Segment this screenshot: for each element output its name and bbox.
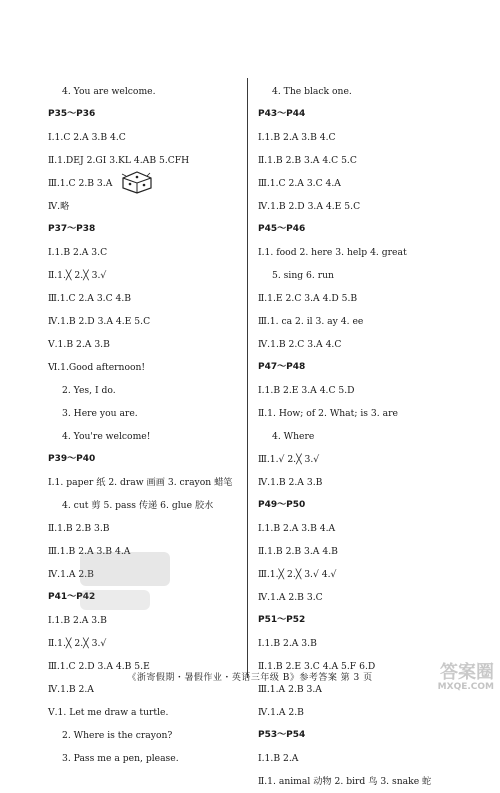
answer-line: Ⅰ.1. food 2. here 3. help 4. great xyxy=(258,247,407,258)
answer-line: Ⅱ.1. animal 动物 2. bird 鸟 3. snake 蛇 xyxy=(258,776,432,787)
answer-line: 2. Yes, I do. xyxy=(62,385,116,396)
site-watermark xyxy=(414,664,494,696)
answer-line: 3. Here you are. xyxy=(62,408,138,419)
smudge-mark xyxy=(80,552,170,586)
page-range-heading: P37～P38 xyxy=(48,224,96,234)
answer-line: Ⅰ.1.B 2.A 3.B xyxy=(48,615,107,626)
answer-line: Ⅱ.1.DEJ 2.GI 3.KL 4.AB 5.CFH xyxy=(48,155,190,166)
answer-line: Ⅱ.1.B 2.B 3.A 4.C 5.C xyxy=(258,155,357,166)
answer-line: Ⅰ.1.B 2.A 3.B 4.A xyxy=(258,523,336,534)
page-footer: 《浙寄假期・暑假作业・英语三年级 B》参考答案 第 3 页 xyxy=(127,673,373,683)
answer-line: 3. Pass me a pen, please. xyxy=(62,753,179,764)
smudge-mark xyxy=(80,590,150,610)
answer-line: Ⅲ.1.B 2.A 3.B 4.A xyxy=(48,546,131,557)
answer-line: Ⅰ.1.B 2.A 3.C xyxy=(48,247,108,258)
page-range-heading: P47～P48 xyxy=(258,362,306,372)
answer-line: Ⅰ.1.B 2.A xyxy=(258,753,299,764)
answer-line: Ⅲ.1. ca 2. il 3. ay 4. ee xyxy=(258,316,364,327)
answer-line: Ⅱ.1.B 2.E 3.C 4.A 5.F 6.D xyxy=(258,661,376,672)
answer-line: Ⅲ.1.√ 2.╳ 3.√ xyxy=(258,454,320,465)
page-range-heading: P53～P54 xyxy=(258,730,306,740)
answer-line: Ⅰ.1. paper 纸 2. draw 画画 3. crayon 蜡笔 xyxy=(48,477,233,488)
watermark-url: MXQE.COM xyxy=(437,682,494,692)
answer-line: Ⅳ.1.A 2.B xyxy=(48,569,94,580)
page-range-heading: P45～P46 xyxy=(258,224,306,234)
page-range-heading: P35～P36 xyxy=(48,109,96,119)
answer-line: Ⅰ.1.C 2.A 3.B 4.C xyxy=(48,132,126,143)
answer-line: Ⅱ.1.B 2.B 3.B xyxy=(48,523,110,534)
answer-line: Ⅳ.1.B 2.C 3.A 4.C xyxy=(258,339,342,350)
answer-line: Ⅳ.1.A 2.B xyxy=(258,707,304,718)
answer-line: 4. The black one. xyxy=(272,86,352,97)
watermark-logo: 答案圈 xyxy=(440,662,494,683)
answer-line: Ⅱ.1.╳ 2.╳ 3.√ xyxy=(48,638,107,649)
dice-doodle-icon xyxy=(120,170,154,194)
answer-line: Ⅲ.1.A 2.B 3.A xyxy=(258,684,322,695)
answer-line: Ⅳ.1.B 2.A 3.B xyxy=(258,477,323,488)
answer-line: Ⅱ.1.E 2.C 3.A 4.D 5.B xyxy=(258,293,358,304)
answer-line: Ⅳ.1.A 2.B 3.C xyxy=(258,592,323,603)
answer-line: Ⅴ.1. Let me draw a turtle. xyxy=(48,707,169,718)
answer-line: 4. You are welcome. xyxy=(62,86,156,97)
answer-line: 4. You're welcome! xyxy=(62,431,151,442)
answer-line: 5. sing 6. run xyxy=(272,270,334,281)
answer-line: Ⅱ.1.╳ 2.╳ 3.√ xyxy=(48,270,107,281)
answer-line: Ⅳ.略 xyxy=(48,201,70,212)
answer-line: Ⅱ.1.B 2.B 3.A 4.B xyxy=(258,546,338,557)
answer-line: Ⅲ.1.╳ 2.╳ 3.√ 4.√ xyxy=(258,569,337,580)
answer-line: 4. Where xyxy=(272,431,315,442)
answer-line: Ⅲ.1.C 2.A 3.C 4.B xyxy=(48,293,132,304)
column-divider xyxy=(247,78,248,678)
answer-line: Ⅵ.1.Good afternoon! xyxy=(48,362,146,373)
page-range-heading: P49～P50 xyxy=(258,500,306,510)
page-range-heading: P41～P42 xyxy=(48,592,96,602)
answer-line: Ⅲ.1.C 2.D 3.A 4.B 5.E xyxy=(48,661,150,672)
answer-line: Ⅲ.1.C 2.A 3.C 4.A xyxy=(258,178,341,189)
page-range-heading: P51～P52 xyxy=(258,615,306,625)
answer-line: Ⅳ.1.B 2.D 3.A 4.E 5.C xyxy=(48,316,151,327)
answer-line: Ⅴ.1.B 2.A 3.B xyxy=(48,339,110,350)
page-range-heading: P39～P40 xyxy=(48,454,96,464)
answer-line: 2. Where is the crayon? xyxy=(62,730,173,741)
answer-line: Ⅰ.1.B 2.E 3.A 4.C 5.D xyxy=(258,385,355,396)
answer-line: Ⅰ.1.B 2.A 3.B 4.C xyxy=(258,132,336,143)
answer-line: 4. cut 剪 5. pass 传递 6. glue 胶水 xyxy=(62,500,214,511)
answer-line: Ⅳ.1.B 2.D 3.A 4.E 5.C xyxy=(258,201,361,212)
answer-line: Ⅲ.1.C 2.B 3.A xyxy=(48,178,113,189)
answer-line: Ⅳ.1.B 2.A xyxy=(48,684,94,695)
page-range-heading: P43～P44 xyxy=(258,109,306,119)
answer-line: Ⅱ.1. How; of 2. What; is 3. are xyxy=(258,408,398,419)
left-answer-column xyxy=(48,80,263,770)
answer-line: Ⅰ.1.B 2.A 3.B xyxy=(258,638,317,649)
